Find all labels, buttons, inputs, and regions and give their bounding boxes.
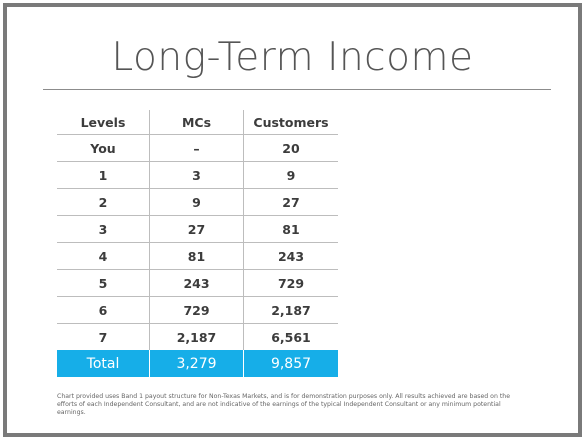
- disclaimer-footnote: Chart provided uses Band 1 payout structure for Non-Texas Markets, and is for demonstration purposes only. All results achieved are based on the efforts of each Independent Consultant, and are not indicative of the earnings of the typical Independent Consultant or any minimum potential earnings.: [57, 393, 511, 416]
- table-row: [57, 324, 338, 351]
- cell-mcs: 243: [150, 270, 244, 297]
- table-row: [57, 162, 338, 189]
- cell-mcs: 9: [150, 189, 244, 216]
- cell-level: 7: [57, 324, 150, 351]
- cell-customers: 27: [244, 189, 339, 216]
- total-row: [57, 350, 338, 377]
- slide-frame: [3, 3, 582, 437]
- cell-level: 4: [57, 243, 150, 270]
- cell-customers: 81: [244, 216, 339, 243]
- cell-level: 1: [57, 162, 150, 189]
- cell-customers: 9: [244, 162, 339, 189]
- cell-mcs: 81: [150, 243, 244, 270]
- page-title: Long-Term Income: [111, 35, 474, 80]
- column-header-levels: Levels: [57, 110, 150, 135]
- table-row: [57, 216, 338, 243]
- cell-customers: 2,187: [244, 297, 339, 324]
- cell-customers: 6,561: [244, 324, 339, 351]
- cell-mcs: 27: [150, 216, 244, 243]
- cell-level: 2: [57, 189, 150, 216]
- total-customers: 9,857: [244, 350, 339, 377]
- column-header-customers: Customers: [244, 110, 339, 135]
- cell-customers: 20: [244, 135, 339, 162]
- table-row: [57, 189, 338, 216]
- total-mcs: 3,279: [150, 350, 244, 377]
- table-row: [57, 297, 338, 324]
- cell-mcs: 729: [150, 297, 244, 324]
- cell-level: 6: [57, 297, 150, 324]
- cell-mcs: –: [150, 135, 244, 162]
- cell-mcs: 2,187: [150, 324, 244, 351]
- total-label: Total: [57, 350, 150, 377]
- cell-level: 3: [57, 216, 150, 243]
- cell-level: 5: [57, 270, 150, 297]
- table-row: [57, 243, 338, 270]
- table-row: [57, 270, 338, 297]
- cell-mcs: 3: [150, 162, 244, 189]
- cell-customers: 729: [244, 270, 339, 297]
- income-table: [57, 110, 338, 377]
- cell-customers: 243: [244, 243, 339, 270]
- table-row: [57, 135, 338, 162]
- column-header-mcs: MCs: [150, 110, 244, 135]
- title-divider: [43, 89, 551, 90]
- table-header-row: [57, 110, 338, 135]
- cell-level: You: [57, 135, 150, 162]
